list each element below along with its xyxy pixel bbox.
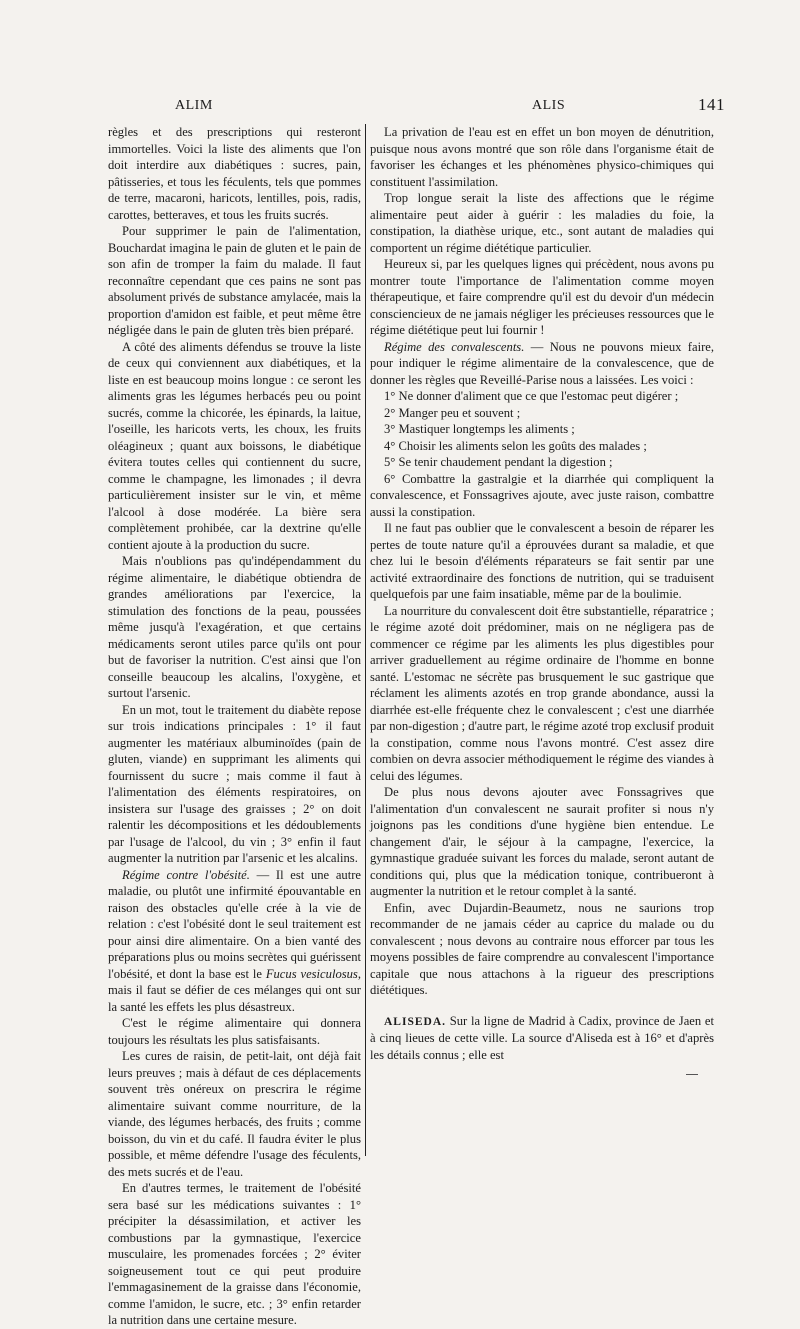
paragraph: C'est le régime alimentaire qui donnera toujours les résultats les plus satisfaisants. xyxy=(108,1016,361,1047)
paragraph: En d'autres termes, le traitement de l'obésité sera basé sur les médications suivantes : 1° précipiter la désassimilation, et activer les combustions par la gymnastique, l'exercice musculaire, les promenades forcées ; 2° éviter soigneusement tout ce qui peut produire l'emmagasinement de la graisse dans l'économie, comme l'amidon, le sucre, etc. ; 3° enfin retarder la nutrition dans une certaine mesure. xyxy=(108,1181,361,1327)
paragraph: règles et des prescriptions qui resteront immortelles. Voici la liste des aliments que l'on doit interdire aux diabétiques : sucres, pain, pâtisseries, et tous les féculents, tels que pommes de terre, macaroni, haricots, lentilles, pois, radis, carottes, betteraves, et tous les fruits sucrés. xyxy=(108,125,361,222)
paragraph: Mais n'oublions pas qu'indépendamment du régime alimentaire, le diabétique obtiendra de grandes améliorations par l'exercice, la stimulation des fonctions de la peau, poussées même jusqu'à l'exagération, et que certains médicaments seront utiles parce qu'ils ont pour but de favoriser la nutrition. C'est ainsi que l'on conseille beaucoup les alcalins, l'oxygène, et surtout l'arsenic. xyxy=(108,554,361,700)
separator-ornament xyxy=(686,1074,698,1079)
species-name: Fucus vesiculosus xyxy=(265,966,358,981)
paragraph: La privation de l'eau est en effet un bon moyen de dénutrition, puisque nous avons montré que son rôle dans l'organisme était de favoriser les échanges et les phénomènes physico-chimiques qui constituent l'assimilation. xyxy=(370,125,714,189)
paragraph: De plus nous devons ajouter avec Fonssagrives que l'alimentation d'un convalescent ne saurait profiter si nous n'y joignons pas les conditions d'une hygiène bien entendue. Le changement d'air, le séjour à la campagne, l'exercice, la gymnastique graduée suivant les forces du malade, seront autant de conditions qui, plus que la médication tonique, contribueront à augmenter la nutrition et le retour complet à la santé. xyxy=(370,785,714,898)
paragraph: Pour supprimer le pain de l'alimentation, Bouchardat imagina le pain de gluten et le pain de son afin de tromper la faim du malade. Il faut reconnaître cependant que ces pains ne sont pas absolument privés de substance amylacée, mais la proportion d'amidon est faible, et peut même être négligée dans le pain de gluten très bien préparé. xyxy=(108,224,361,337)
right-column xyxy=(370,124,714,1063)
paragraph-obesity xyxy=(108,867,361,1016)
paragraph: La nourriture du convalescent doit être substantielle, réparatrice ; le régime azoté doit prédominer, mais on ne négligera pas de commencer ce régime par les aliments les plus digestibles pour arriver graduellement au régime ordinaire de l'homme en bonne santé. L'estomac ne sécrète pas brusquement le suc gastrique que réclament les aliments azotés en trop grande abondance, aussi la diarrhée est-elle fréquente chez le convalescent ; c'est une diarrhée par non-digestion ; d'autre part, le régime azoté trop exclusif produit la constipation, comme nous l'avons montré. C'est assez dire combien on devra associer méthodiquement le régime des viandes à celui des légumes. xyxy=(370,603,714,783)
page-number: 141 xyxy=(698,95,725,114)
rule-item: 2° Manger peu et souvent ; xyxy=(384,405,521,420)
section-heading: Régime des convalescents. xyxy=(384,339,525,354)
paragraph: Il ne faut pas oublier que le convalescent a besoin de réparer les pertes de toute nature qu'il a éprouvées durant sa maladie, et que chez lui le besoin d'éléments réparateurs se fait sentir par une activité extraordinaire des fonctions de nutrition, qui se traduisent quelquefois par une faim insatiable, même par de la boulimie. xyxy=(370,521,714,601)
paragraph: Enfin, avec Dujardin-Beaumetz, nous ne saurions trop recommander de ne jamais céder au caprice du malade ou du convalescent ; nous devons au contraire nous efforcer par tous les moyens possibles de faire comprendre au convalescent l'importance capitale que nous attachons à la rigueur des prescriptions diététiques. xyxy=(370,900,714,997)
paragraph-text: — Il est une autre maladie, ou plutôt une infirmité épouvantable en raison des obstacles qu'elle crée à la vie de relation : c'est l'obésité dont le seul traitement est pour ainsi dire alimentaire. On a bien vanté des préparations plus ou moins secrètes qui guérissent l'obésité, et dont la base est le xyxy=(108,867,362,981)
paragraph: En un mot, tout le traitement du diabète repose sur trois indications principales : 1° il faut augmenter les matériaux albuminoïdes (pain de gluten, viande) en supprimant les aliments qui fournissent du sucre ; mais comme il faut à l'alimentation des éléments respiratoires, on insistera sur l'usage des graisses ; 2° on doit ralentir les décompositions et les dédoublements par l'usage de l'alcool, du vin ; 3° enfin il faut augmenter la nutrition par l'arsenic et les alcalins. xyxy=(108,702,361,865)
section-heading: Régime contre l'obésité. xyxy=(122,867,250,882)
paragraph-text: , mais il faut se défier de ces mélanges qui ont sur la santé les effets les plus désastreux. xyxy=(108,966,361,1014)
left-column xyxy=(108,124,361,1329)
paragraph-convalescents xyxy=(370,339,714,389)
rule-item: 5° Se tenir chaudement pendant la digestion ; xyxy=(384,455,613,469)
rule-item: 6° Combattre la gastralgie et la diarrhée qui compliquent la convalescence, et Fonssagrives ajoute, avec juste raison, combattre aussi la constipation. xyxy=(370,471,714,519)
rule-item: 1° Ne donner d'aliment que ce que l'estomac peut digérer ; xyxy=(384,389,679,403)
dictionary-entry xyxy=(370,1013,714,1064)
entry-text: Sur la ligne de Madrid à Cadix, province de Jaen et à cinq lieues de cette ville. La source d'Aliseda est à 16° et d'après les détails connus ; elle est xyxy=(370,1013,714,1062)
paragraph: Les cures de raisin, de petit-lait, ont déjà fait leurs preuves ; mais à défaut de ces déplacements souvent très onéreux on prescrira le régime alimentaire suivant comme nourriture, de la viande, des légumes herbacés, des fruits ; comme boisson, du vin et du café. Il faudra éviter le plus possible, et même défendre l'usage des féculents, des mets sucrés et de l'eau. xyxy=(108,1049,361,1179)
paragraph: Heureux si, par les quelques lignes qui précèdent, nous avons pu montrer toute l'importance de l'alimentation comme moyen thérapeutique, et faire comprendre qu'il est du devoir d'un médecin consciencieux de ne jamais négliger les précieuses ressources que le régime diététique peut lui fournir ! xyxy=(370,257,714,337)
running-head-left: ALIM xyxy=(175,98,213,113)
paragraph-text: — Nous ne pouvons mieux faire, pour indiquer le régime alimentaire de la convalescence, que de donner les règles que Reveillé-Parise nous a laissées. Les voici : xyxy=(370,339,714,387)
paragraph: Trop longue serait la liste des affections que le régime alimentaire peut aider à guérir : les maladies du foie, la constipation, la diathèse urique, etc., sont autant de maladies qui comportent un régime diététique particulier. xyxy=(370,191,714,255)
paragraph: A côté des aliments défendus se trouve la liste de ceux qui conviennent aux diabétiques, et la liste en est beaucoup moins longue : ce seront les aliments gras les légumes herbacés peu ou point sucrés, comme la chicorée, les épinards, la laitue, l'oseille, les haricots verts, les choux, les fruits oléagineux ; quant aux boissons, le diabétique évitera toutes celles qui contiennent du sucre, comme le champagne, les limonades ; il devra particulièrement insister sur le vin, et même l'alcool à dose modérée. La bière sera complètement prohibée, car la dextrine qu'elle contient ajoute à la production du sucre. xyxy=(108,339,361,552)
column-divider xyxy=(365,124,366,1156)
running-head-right: ALIS xyxy=(532,98,566,113)
entry-headword: ALISEDA. xyxy=(384,1015,447,1028)
rule-item: 4° Choisir les aliments selon les goûts des malades ; xyxy=(384,438,647,453)
rule-item: 3° Mastiquer longtemps les aliments ; xyxy=(384,422,575,436)
